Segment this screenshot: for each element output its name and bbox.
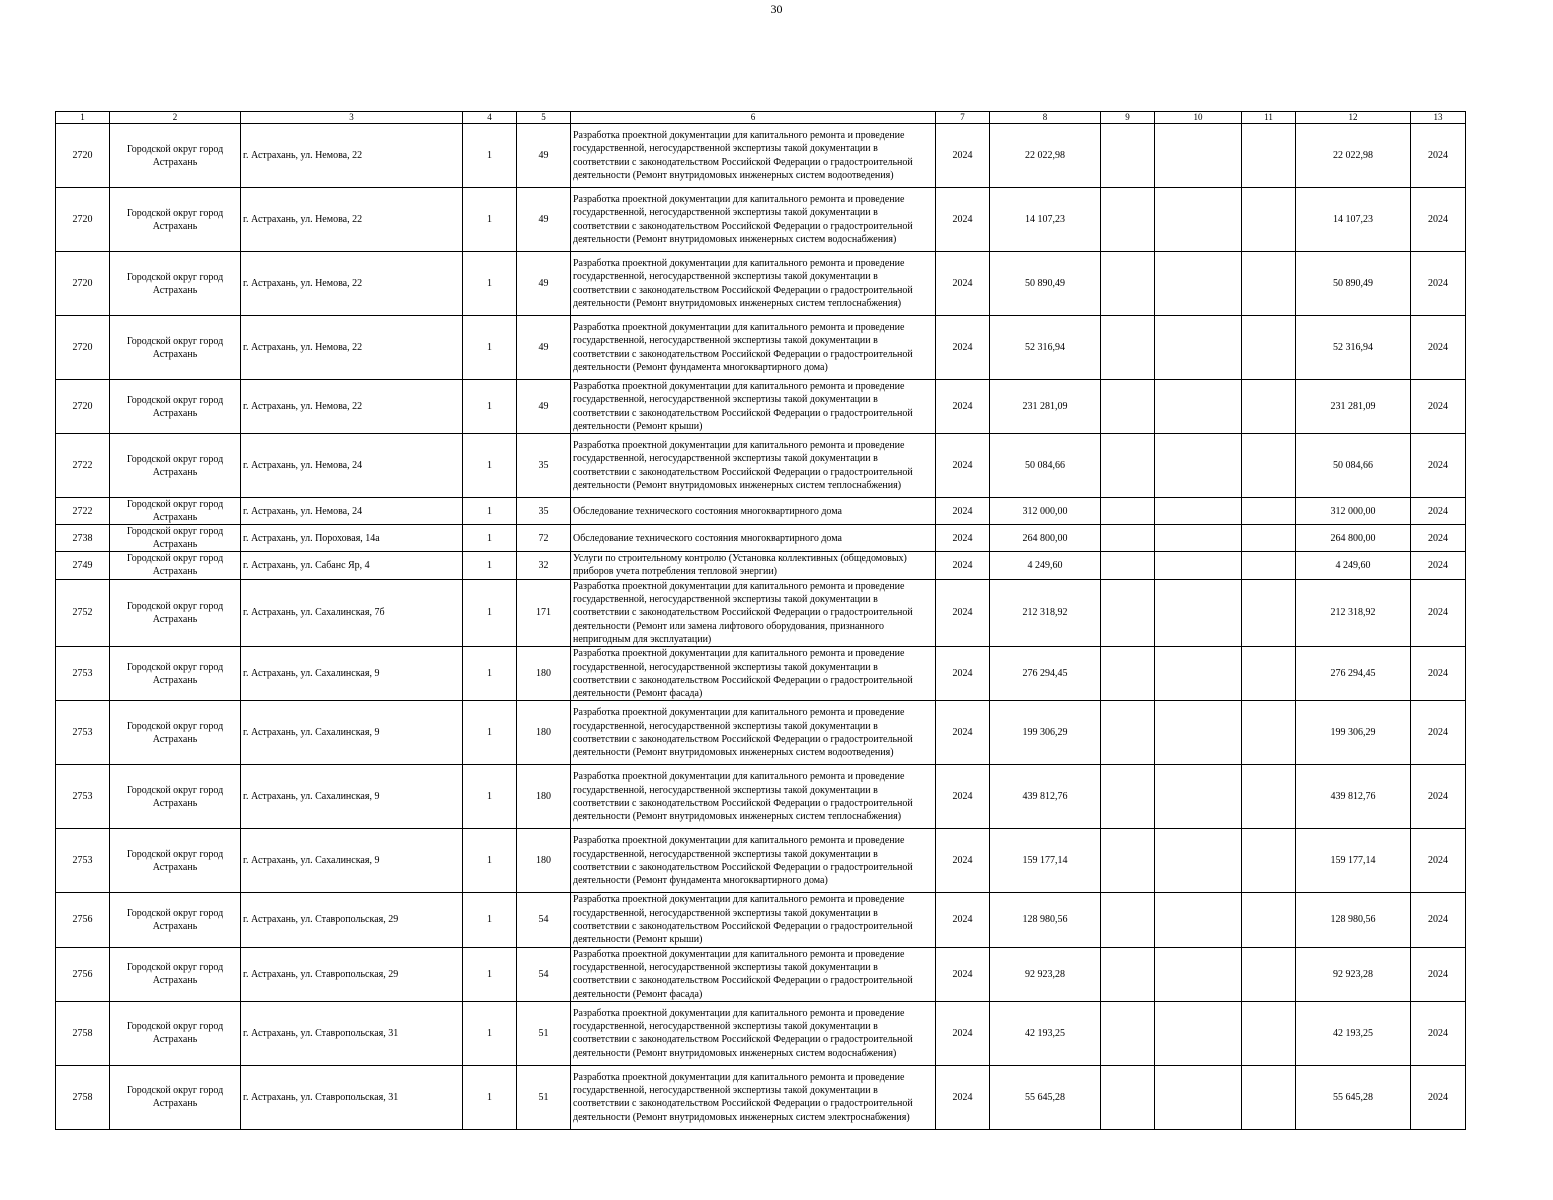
column-11-cell — [1242, 552, 1296, 580]
year-cell: 2024 — [936, 893, 990, 947]
column-13-cell: 2024 — [1411, 434, 1466, 498]
column-13-cell: 2024 — [1411, 188, 1466, 252]
column-10-cell — [1155, 947, 1242, 1001]
column-9-cell — [1101, 893, 1155, 947]
column-5-cell: 180 — [517, 701, 571, 765]
municipality-cell: Городской округ город Астрахань — [110, 893, 241, 947]
municipality-cell: Городской округ город Астрахань — [110, 252, 241, 316]
column-9-cell — [1101, 188, 1155, 252]
municipality-cell: Городской округ город Астрахань — [110, 316, 241, 380]
column-10-cell — [1155, 252, 1242, 316]
column-9-cell — [1101, 552, 1155, 580]
column-9-cell — [1101, 252, 1155, 316]
year-cell: 2024 — [936, 525, 990, 552]
column-13-cell: 2024 — [1411, 252, 1466, 316]
column-number: 10 — [1155, 112, 1242, 124]
address-cell: г. Астрахань, ул. Немова, 22 — [241, 316, 463, 380]
municipality-cell: Городской округ город Астрахань — [110, 765, 241, 829]
column-5-cell: 49 — [517, 124, 571, 188]
column-11-cell — [1242, 124, 1296, 188]
column-4-cell: 1 — [463, 1001, 517, 1065]
column-5-cell: 32 — [517, 552, 571, 580]
column-number: 5 — [517, 112, 571, 124]
municipality-cell: Городской округ город Астрахань — [110, 552, 241, 580]
address-cell: г. Астрахань, ул. Немова, 24 — [241, 498, 463, 525]
column-12-cell: 92 923,28 — [1296, 947, 1411, 1001]
column-number-header-row — [56, 112, 1466, 124]
column-13-cell: 2024 — [1411, 380, 1466, 434]
table-row — [56, 316, 1466, 380]
column-13-cell: 2024 — [1411, 124, 1466, 188]
column-13-cell: 2024 — [1411, 647, 1466, 701]
column-4-cell: 1 — [463, 579, 517, 646]
table-row — [56, 252, 1466, 316]
column-10-cell — [1155, 380, 1242, 434]
year-cell: 2024 — [936, 1065, 990, 1129]
column-13-cell: 2024 — [1411, 701, 1466, 765]
column-13-cell: 2024 — [1411, 498, 1466, 525]
object-number-cell: 2756 — [56, 893, 110, 947]
column-12-cell: 50 890,49 — [1296, 252, 1411, 316]
municipality-cell: Городской округ город Астрахань — [110, 525, 241, 552]
work-description-cell: Разработка проектной документации для капитального ремонта и проведение государственной, негосударственной экспертизы такой документации в соответствии с законодательством Российской Федерации о градостроительной деятельности (Ремонт внутридомовых инженерных систем водоотведения) — [571, 124, 936, 188]
amount-cell: 159 177,14 — [990, 829, 1101, 893]
amount-cell: 50 890,49 — [990, 252, 1101, 316]
column-4-cell: 1 — [463, 701, 517, 765]
column-5-cell: 171 — [517, 579, 571, 646]
column-11-cell — [1242, 380, 1296, 434]
column-12-cell: 212 318,92 — [1296, 579, 1411, 646]
column-10-cell — [1155, 647, 1242, 701]
work-description-cell: Разработка проектной документации для капитального ремонта и проведение государственной, негосударственной экспертизы такой документации в соответствии с законодательством Российской Федерации о градостроительной деятельности (Ремонт внутридомовых инженерных систем теплоснабжения) — [571, 765, 936, 829]
address-cell: г. Астрахань, ул. Сабанс Яр, 4 — [241, 552, 463, 580]
amount-cell: 52 316,94 — [990, 316, 1101, 380]
column-12-cell: 52 316,94 — [1296, 316, 1411, 380]
column-9-cell — [1101, 525, 1155, 552]
column-4-cell: 1 — [463, 1065, 517, 1129]
column-9-cell — [1101, 947, 1155, 1001]
amount-cell: 42 193,25 — [990, 1001, 1101, 1065]
address-cell: г. Астрахань, ул. Ставропольская, 29 — [241, 947, 463, 1001]
object-number-cell: 2720 — [56, 252, 110, 316]
column-10-cell — [1155, 1001, 1242, 1065]
column-9-cell — [1101, 316, 1155, 380]
table-row — [56, 434, 1466, 498]
object-number-cell: 2722 — [56, 434, 110, 498]
column-number: 1 — [56, 112, 110, 124]
column-4-cell: 1 — [463, 498, 517, 525]
table-row — [56, 765, 1466, 829]
page-number: 30 — [770, 2, 783, 16]
amount-cell: 199 306,29 — [990, 701, 1101, 765]
column-12-cell: 55 645,28 — [1296, 1065, 1411, 1129]
column-10-cell — [1155, 525, 1242, 552]
column-13-cell: 2024 — [1411, 765, 1466, 829]
column-12-cell: 128 980,56 — [1296, 893, 1411, 947]
column-number: 2 — [110, 112, 241, 124]
column-12-cell: 231 281,09 — [1296, 380, 1411, 434]
column-9-cell — [1101, 124, 1155, 188]
column-10-cell — [1155, 434, 1242, 498]
column-12-cell: 4 249,60 — [1296, 552, 1411, 580]
municipality-cell: Городской округ город Астрахань — [110, 498, 241, 525]
year-cell: 2024 — [936, 188, 990, 252]
work-description-cell: Обследование технического состояния многоквартирного дома — [571, 498, 936, 525]
work-description-cell: Услуги по строительному контролю (Установка коллективных (общедомовых) приборов учета потребления тепловой энергии) — [571, 552, 936, 580]
repair-program-table — [55, 111, 1466, 1130]
column-number: 9 — [1101, 112, 1155, 124]
municipality-cell: Городской округ город Астрахань — [110, 579, 241, 646]
column-9-cell — [1101, 1001, 1155, 1065]
amount-cell: 50 084,66 — [990, 434, 1101, 498]
address-cell: г. Астрахань, ул. Немова, 22 — [241, 124, 463, 188]
column-5-cell: 180 — [517, 647, 571, 701]
address-cell: г. Астрахань, ул. Ставропольская, 31 — [241, 1065, 463, 1129]
year-cell: 2024 — [936, 1001, 990, 1065]
year-cell: 2024 — [936, 829, 990, 893]
work-description-cell: Разработка проектной документации для капитального ремонта и проведение государственной, негосударственной экспертизы такой документации в соответствии с законодательством Российской Федерации о градостроительной деятельности (Ремонт внутридомовых инженерных систем теплоснабжения) — [571, 252, 936, 316]
year-cell: 2024 — [936, 579, 990, 646]
column-5-cell: 51 — [517, 1001, 571, 1065]
column-number: 6 — [571, 112, 936, 124]
column-5-cell: 72 — [517, 525, 571, 552]
column-9-cell — [1101, 498, 1155, 525]
column-5-cell: 35 — [517, 434, 571, 498]
work-description-cell: Разработка проектной документации для капитального ремонта и проведение государственной, негосударственной экспертизы такой документации в соответствии с законодательством Российской Федерации о градостроительной деятельности (Ремонт фасада) — [571, 647, 936, 701]
column-4-cell: 1 — [463, 829, 517, 893]
column-12-cell: 159 177,14 — [1296, 829, 1411, 893]
object-number-cell: 2753 — [56, 647, 110, 701]
work-description-cell: Разработка проектной документации для капитального ремонта и проведение государственной, негосударственной экспертизы такой документации в соответствии с законодательством Российской Федерации о градостроительной деятельности (Ремонт фасада) — [571, 947, 936, 1001]
column-4-cell: 1 — [463, 647, 517, 701]
column-4-cell: 1 — [463, 765, 517, 829]
column-number: 12 — [1296, 112, 1411, 124]
municipality-cell: Городской округ город Астрахань — [110, 434, 241, 498]
column-number: 4 — [463, 112, 517, 124]
column-12-cell: 14 107,23 — [1296, 188, 1411, 252]
column-4-cell: 1 — [463, 124, 517, 188]
column-11-cell — [1242, 525, 1296, 552]
municipality-cell: Городской округ город Астрахань — [110, 829, 241, 893]
address-cell: г. Астрахань, ул. Сахалинская, 9 — [241, 701, 463, 765]
address-cell: г. Астрахань, ул. Сахалинская, 9 — [241, 765, 463, 829]
work-description-cell: Разработка проектной документации для капитального ремонта и проведение государственной, негосударственной экспертизы такой документации в соответствии с законодательством Российской Федерации о градостроительной деятельности (Ремонт внутридомовых инженерных систем электроснабжения) — [571, 1065, 936, 1129]
column-4-cell: 1 — [463, 316, 517, 380]
year-cell: 2024 — [936, 701, 990, 765]
municipality-cell: Городской округ город Астрахань — [110, 188, 241, 252]
column-4-cell: 1 — [463, 947, 517, 1001]
column-11-cell — [1242, 701, 1296, 765]
column-9-cell — [1101, 434, 1155, 498]
amount-cell: 128 980,56 — [990, 893, 1101, 947]
table-row — [56, 188, 1466, 252]
table-row — [56, 498, 1466, 525]
object-number-cell: 2758 — [56, 1001, 110, 1065]
column-12-cell: 50 084,66 — [1296, 434, 1411, 498]
column-9-cell — [1101, 380, 1155, 434]
column-5-cell: 49 — [517, 188, 571, 252]
amount-cell: 439 812,76 — [990, 765, 1101, 829]
object-number-cell: 2749 — [56, 552, 110, 580]
column-4-cell: 1 — [463, 434, 517, 498]
object-number-cell: 2752 — [56, 579, 110, 646]
object-number-cell: 2756 — [56, 947, 110, 1001]
column-number: 11 — [1242, 112, 1296, 124]
column-11-cell — [1242, 498, 1296, 525]
year-cell: 2024 — [936, 252, 990, 316]
municipality-cell: Городской округ город Астрахань — [110, 380, 241, 434]
year-cell: 2024 — [936, 765, 990, 829]
year-cell: 2024 — [936, 124, 990, 188]
address-cell: г. Астрахань, ул. Немова, 24 — [241, 434, 463, 498]
column-11-cell — [1242, 434, 1296, 498]
table-row — [56, 701, 1466, 765]
column-10-cell — [1155, 829, 1242, 893]
column-13-cell: 2024 — [1411, 316, 1466, 380]
object-number-cell: 2720 — [56, 316, 110, 380]
municipality-cell: Городской округ город Астрахань — [110, 1065, 241, 1129]
column-11-cell — [1242, 647, 1296, 701]
column-13-cell: 2024 — [1411, 579, 1466, 646]
municipality-cell: Городской округ город Астрахань — [110, 124, 241, 188]
column-number: 8 — [990, 112, 1101, 124]
column-number: 13 — [1411, 112, 1466, 124]
column-number: 3 — [241, 112, 463, 124]
municipality-cell: Городской округ город Астрахань — [110, 701, 241, 765]
column-11-cell — [1242, 252, 1296, 316]
amount-cell: 55 645,28 — [990, 1065, 1101, 1129]
column-10-cell — [1155, 1065, 1242, 1129]
object-number-cell: 2720 — [56, 380, 110, 434]
object-number-cell: 2720 — [56, 188, 110, 252]
column-4-cell: 1 — [463, 525, 517, 552]
column-9-cell — [1101, 765, 1155, 829]
column-5-cell: 54 — [517, 893, 571, 947]
column-11-cell — [1242, 765, 1296, 829]
work-description-cell: Разработка проектной документации для капитального ремонта и проведение государственной, негосударственной экспертизы такой документации в соответствии с законодательством Российской Федерации о градостроительной деятельности (Ремонт фундамента многоквартирного дома) — [571, 316, 936, 380]
table-row — [56, 380, 1466, 434]
table-row — [56, 124, 1466, 188]
column-12-cell: 199 306,29 — [1296, 701, 1411, 765]
year-cell: 2024 — [936, 380, 990, 434]
amount-cell: 212 318,92 — [990, 579, 1101, 646]
column-13-cell: 2024 — [1411, 947, 1466, 1001]
object-number-cell: 2738 — [56, 525, 110, 552]
object-number-cell: 2720 — [56, 124, 110, 188]
column-5-cell: 49 — [517, 380, 571, 434]
work-description-cell: Разработка проектной документации для капитального ремонта и проведение государственной, негосударственной экспертизы такой документации в соответствии с законодательством Российской Федерации о градостроительной деятельности (Ремонт внутридомовых инженерных систем водоснабжения) — [571, 188, 936, 252]
address-cell: г. Астрахань, ул. Ставропольская, 31 — [241, 1001, 463, 1065]
column-10-cell — [1155, 188, 1242, 252]
column-9-cell — [1101, 701, 1155, 765]
municipality-cell: Городской округ город Астрахань — [110, 947, 241, 1001]
column-5-cell: 180 — [517, 765, 571, 829]
column-10-cell — [1155, 893, 1242, 947]
column-13-cell: 2024 — [1411, 1065, 1466, 1129]
address-cell: г. Астрахань, ул. Ставропольская, 29 — [241, 893, 463, 947]
amount-cell: 92 923,28 — [990, 947, 1101, 1001]
column-10-cell — [1155, 765, 1242, 829]
object-number-cell: 2722 — [56, 498, 110, 525]
column-11-cell — [1242, 829, 1296, 893]
year-cell: 2024 — [936, 434, 990, 498]
column-12-cell: 42 193,25 — [1296, 1001, 1411, 1065]
column-4-cell: 1 — [463, 252, 517, 316]
column-9-cell — [1101, 1065, 1155, 1129]
year-cell: 2024 — [936, 647, 990, 701]
work-description-cell: Разработка проектной документации для капитального ремонта и проведение государственной, негосударственной экспертизы такой документации в соответствии с законодательством Российской Федерации о градостроительной деятельности (Ремонт крыши) — [571, 380, 936, 434]
table-row — [56, 1065, 1466, 1129]
column-5-cell: 49 — [517, 316, 571, 380]
column-13-cell: 2024 — [1411, 525, 1466, 552]
object-number-cell: 2753 — [56, 829, 110, 893]
column-5-cell: 54 — [517, 947, 571, 1001]
year-cell: 2024 — [936, 498, 990, 525]
municipality-cell: Городской округ город Астрахань — [110, 1001, 241, 1065]
column-12-cell: 312 000,00 — [1296, 498, 1411, 525]
work-description-cell: Разработка проектной документации для капитального ремонта и проведение государственной, негосударственной экспертизы такой документации в соответствии с законодательством Российской Федерации о градостроительной деятельности (Ремонт внутридомовых инженерных систем водоотведения) — [571, 701, 936, 765]
address-cell: г. Астрахань, ул. Сахалинская, 9 — [241, 829, 463, 893]
address-cell: г. Астрахань, ул. Немова, 22 — [241, 380, 463, 434]
column-13-cell: 2024 — [1411, 1001, 1466, 1065]
column-10-cell — [1155, 579, 1242, 646]
column-9-cell — [1101, 829, 1155, 893]
column-11-cell — [1242, 947, 1296, 1001]
column-5-cell: 180 — [517, 829, 571, 893]
address-cell: г. Астрахань, ул. Пороховая, 14а — [241, 525, 463, 552]
column-11-cell — [1242, 1065, 1296, 1129]
amount-cell: 231 281,09 — [990, 380, 1101, 434]
column-5-cell: 51 — [517, 1065, 571, 1129]
year-cell: 2024 — [936, 316, 990, 380]
column-13-cell: 2024 — [1411, 552, 1466, 580]
address-cell: г. Астрахань, ул. Немова, 22 — [241, 188, 463, 252]
column-10-cell — [1155, 701, 1242, 765]
column-4-cell: 1 — [463, 893, 517, 947]
address-cell: г. Астрахань, ул. Немова, 22 — [241, 252, 463, 316]
work-description-cell: Разработка проектной документации для капитального ремонта и проведение государственной, негосударственной экспертизы такой документации в соответствии с законодательством Российской Федерации о градостроительной деятельности (Ремонт внутридомовых инженерных систем водоснабжения) — [571, 1001, 936, 1065]
year-cell: 2024 — [936, 552, 990, 580]
work-description-cell: Обследование технического состояния многоквартирного дома — [571, 525, 936, 552]
column-10-cell — [1155, 552, 1242, 580]
column-10-cell — [1155, 124, 1242, 188]
column-10-cell — [1155, 316, 1242, 380]
object-number-cell: 2753 — [56, 765, 110, 829]
object-number-cell: 2753 — [56, 701, 110, 765]
column-11-cell — [1242, 893, 1296, 947]
column-4-cell: 1 — [463, 552, 517, 580]
table-row — [56, 947, 1466, 1001]
table-row — [56, 829, 1466, 893]
work-description-cell: Разработка проектной документации для капитального ремонта и проведение государственной, негосударственной экспертизы такой документации в соответствии с законодательством Российской Федерации о градостроительной деятельности (Ремонт фундамента многоквартирного дома) — [571, 829, 936, 893]
column-11-cell — [1242, 188, 1296, 252]
column-12-cell: 276 294,45 — [1296, 647, 1411, 701]
table-row — [56, 647, 1466, 701]
amount-cell: 264 800,00 — [990, 525, 1101, 552]
column-4-cell: 1 — [463, 380, 517, 434]
table-row — [56, 1001, 1466, 1065]
amount-cell: 276 294,45 — [990, 647, 1101, 701]
year-cell: 2024 — [936, 947, 990, 1001]
table-row — [56, 552, 1466, 580]
column-11-cell — [1242, 579, 1296, 646]
amount-cell: 14 107,23 — [990, 188, 1101, 252]
column-13-cell: 2024 — [1411, 893, 1466, 947]
amount-cell: 22 022,98 — [990, 124, 1101, 188]
table-row — [56, 893, 1466, 947]
column-4-cell: 1 — [463, 188, 517, 252]
column-9-cell — [1101, 647, 1155, 701]
table-body — [56, 112, 1466, 1130]
amount-cell: 312 000,00 — [990, 498, 1101, 525]
column-11-cell — [1242, 1001, 1296, 1065]
column-5-cell: 49 — [517, 252, 571, 316]
column-12-cell: 439 812,76 — [1296, 765, 1411, 829]
column-12-cell: 264 800,00 — [1296, 525, 1411, 552]
table-row — [56, 579, 1466, 646]
amount-cell: 4 249,60 — [990, 552, 1101, 580]
work-description-cell: Разработка проектной документации для капитального ремонта и проведение государственной, негосударственной экспертизы такой документации в соответствии с законодательством Российской Федерации о градостроительной деятельности (Ремонт крыши) — [571, 893, 936, 947]
object-number-cell: 2758 — [56, 1065, 110, 1129]
column-12-cell: 22 022,98 — [1296, 124, 1411, 188]
table-row — [56, 525, 1466, 552]
municipality-cell: Городской округ город Астрахань — [110, 647, 241, 701]
work-description-cell: Разработка проектной документации для капитального ремонта и проведение государственной, негосударственной экспертизы такой документации в соответствии с законодательством Российской Федерации о градостроительной деятельности (Ремонт внутридомовых инженерных систем теплоснабжения) — [571, 434, 936, 498]
column-11-cell — [1242, 316, 1296, 380]
column-13-cell: 2024 — [1411, 829, 1466, 893]
address-cell: г. Астрахань, ул. Сахалинская, 7б — [241, 579, 463, 646]
address-cell: г. Астрахань, ул. Сахалинская, 9 — [241, 647, 463, 701]
column-10-cell — [1155, 498, 1242, 525]
column-5-cell: 35 — [517, 498, 571, 525]
work-description-cell: Разработка проектной документации для капитального ремонта и проведение государственной, негосударственной экспертизы такой документации в соответствии с законодательством Российской Федерации о градостроительной деятельности (Ремонт или замена лифтового оборудования, признанного непригодным для эксплуатации) — [571, 579, 936, 646]
column-number: 7 — [936, 112, 990, 124]
column-9-cell — [1101, 579, 1155, 646]
